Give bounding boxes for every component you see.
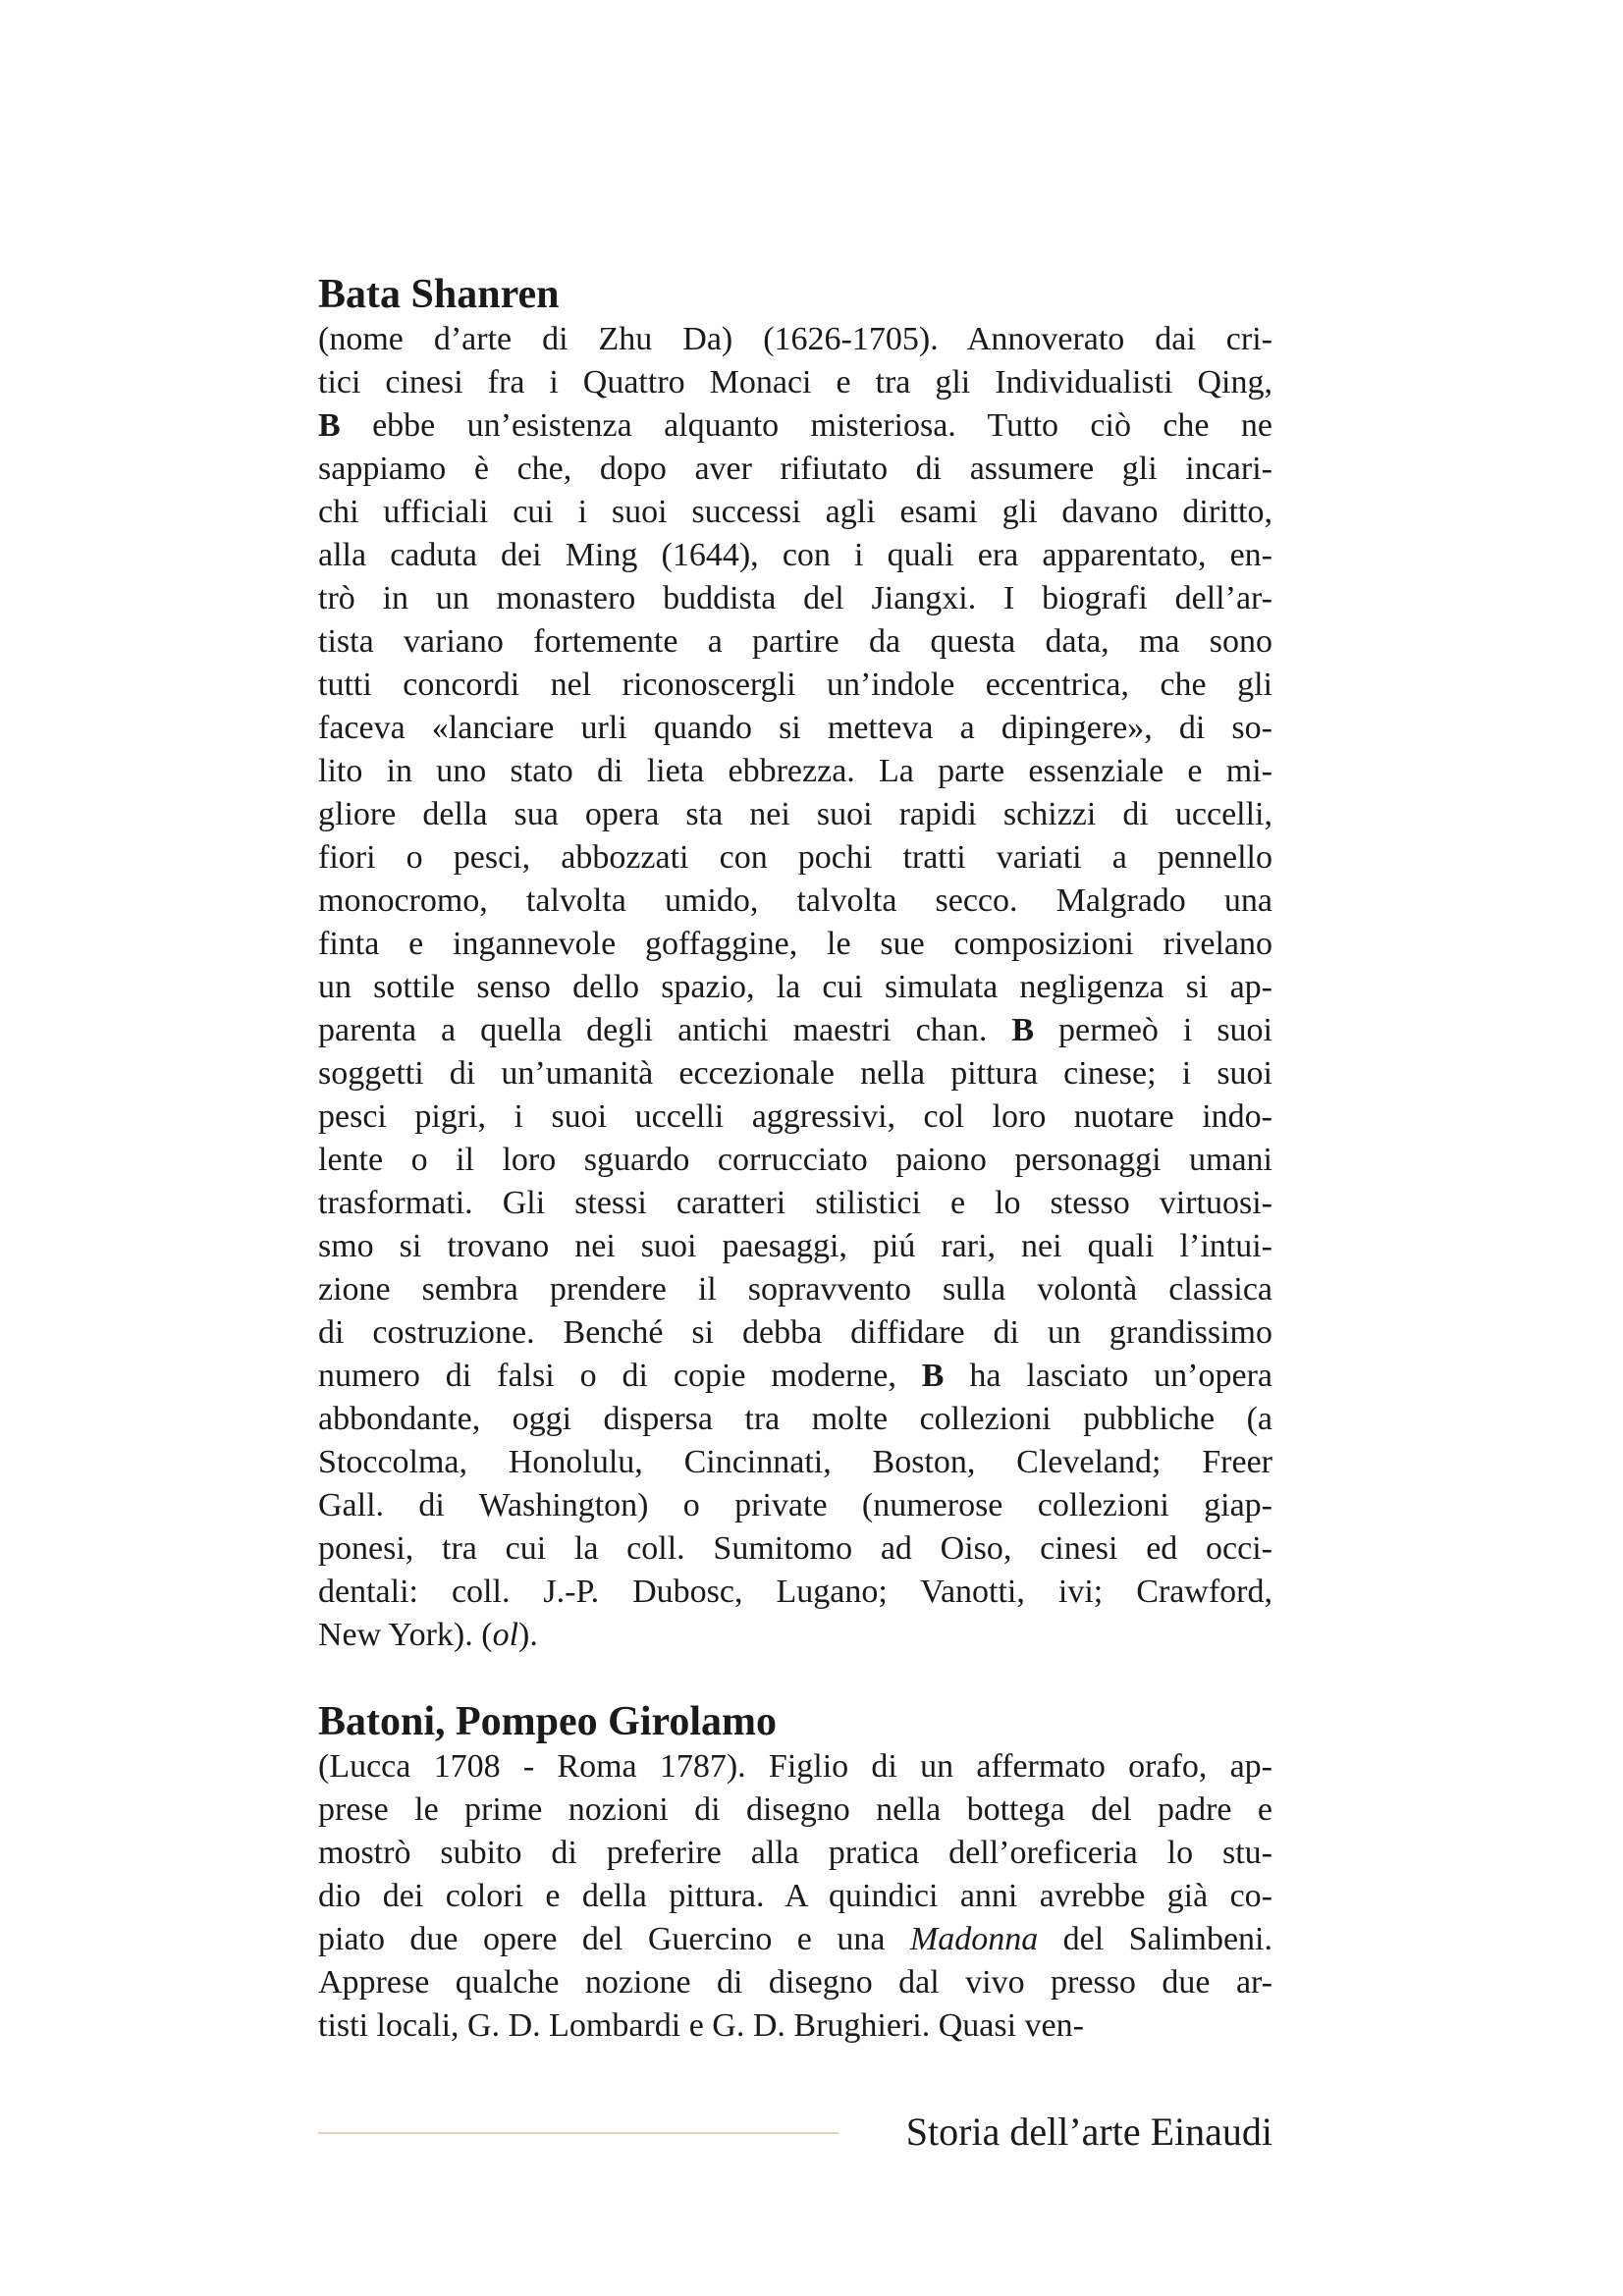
text-line: tista variano fortemente a partire da questa data, ma sono <box>318 623 1272 660</box>
text-line: (Lucca 1708 - Roma 1787). Figlio di un affermato orafo, ap- <box>318 1748 1272 1785</box>
text-line: alla caduta dei Ming (1644), con i quali era apparentato, en- <box>318 537 1272 573</box>
footer-publisher: Storia dell’arte Einaudi <box>905 2109 1272 2154</box>
footer-rule <box>318 2132 839 2134</box>
text-line: B ebbe un’esistenza alquanto misteriosa. Tutto ciò che ne <box>318 407 1272 444</box>
text-line: abbondante, oggi dispersa tra molte collezioni pubbliche (a <box>318 1401 1272 1437</box>
text-line: fiori o pesci, abbozzati con pochi tratti variati a pennello <box>318 839 1272 876</box>
entry-body <box>318 318 1272 1657</box>
text-line: soggetti di un’umanità eccezionale nella pittura cinese; i suoi <box>318 1055 1272 1092</box>
text-line: ponesi, tra cui la coll. Sumitomo ad Oiso, cinesi ed occi- <box>318 1530 1272 1567</box>
text-line: numero di falsi o di copie moderne, B ha lasciato un’opera <box>318 1358 1272 1394</box>
text-line: faceva «lanciare urli quando si metteva a dipingere», di so- <box>318 710 1272 746</box>
text-line: mostrò subito di preferire alla pratica dell’oreficeria lo stu- <box>318 1835 1272 1871</box>
text-line: di costruzione. Benché si debba diffidare di un grandissimo <box>318 1314 1272 1351</box>
text-line: lito in uno stato di lieta ebbrezza. La parte essenziale e mi- <box>318 753 1272 789</box>
entry-bata-shanren <box>318 271 1272 1657</box>
text-line: Stoccolma, Honolulu, Cincinnati, Boston, Cleveland; Freer <box>318 1444 1272 1480</box>
text-line: zione sembra prendere il sopravvento sulla volontà classica <box>318 1271 1272 1308</box>
entry-title: Bata Shanren <box>318 272 560 317</box>
text-line: finta e ingannevole goffaggine, le sue composizioni rivelano <box>318 926 1272 962</box>
text-line: dio dei colori e della pittura. A quindici anni avrebbe già co- <box>318 1878 1272 1914</box>
entry-title: Batoni, Pompeo Girolamo <box>318 1699 778 1744</box>
text-line: tici cinesi fra i Quattro Monaci e tra gli Individualisti Qing, <box>318 364 1272 400</box>
text-line: tisti locali, G. D. Lombardi e G. D. Brughieri. Quasi ven- <box>318 2007 1084 2044</box>
text-line: prese le prime nozioni di disegno nella bottega del padre e <box>318 1791 1272 1828</box>
entry-batoni-pompeo-girolamo <box>318 1698 1272 2048</box>
text-line: tutti concordi nel riconoscergli un’indole eccentrica, che gli <box>318 667 1272 703</box>
text-line: piato due opere del Guercino e una Madonna del Salimbeni. <box>318 1921 1272 1957</box>
text-line: Gall. di Washington) o private (numerose collezioni giap- <box>318 1487 1272 1523</box>
text-line: un sottile senso dello spazio, la cui simulata negligenza si ap- <box>318 969 1272 1005</box>
text-line: dentali: coll. J.-P. Dubosc, Lugano; Vanotti, ivi; Crawford, <box>318 1574 1272 1610</box>
text-line: pesci pigri, i suoi uccelli aggressivi, col loro nuotare indo- <box>318 1098 1272 1135</box>
text-line: sappiamo è che, dopo aver rifiutato di assumere gli incari- <box>318 451 1272 487</box>
text-line: Apprese qualche nozione di disegno dal vivo presso due ar- <box>318 1964 1272 2001</box>
text-line: gliore della sua opera sta nei suoi rapidi schizzi di uccelli, <box>318 796 1272 832</box>
text-line: lente o il loro sguardo corrucciato paiono personaggi umani <box>318 1142 1272 1178</box>
text-line: trò in un monastero buddista del Jiangxi. I biografi dell’ar- <box>318 580 1272 616</box>
text-line: (nome d’arte di Zhu Da) (1626-1705). Annoverato dai cri- <box>318 321 1272 357</box>
entry-body <box>318 1745 1272 2048</box>
text-line: smo si trovano nei suoi paesaggi, piú rari, nei quali l’intui- <box>318 1228 1272 1264</box>
text-line: trasformati. Gli stessi caratteri stilistici e lo stesso virtuosi- <box>318 1185 1272 1221</box>
text-line: chi ufficiali cui i suoi successi agli esami gli davano diritto, <box>318 494 1272 530</box>
text-line: parenta a quella degli antichi maestri chan. B permeò i suoi <box>318 1012 1273 1048</box>
text-line: monocromo, talvolta umido, talvolta secco. Malgrado una <box>318 882 1272 919</box>
text-line: New York). (ol). <box>318 1617 538 1653</box>
